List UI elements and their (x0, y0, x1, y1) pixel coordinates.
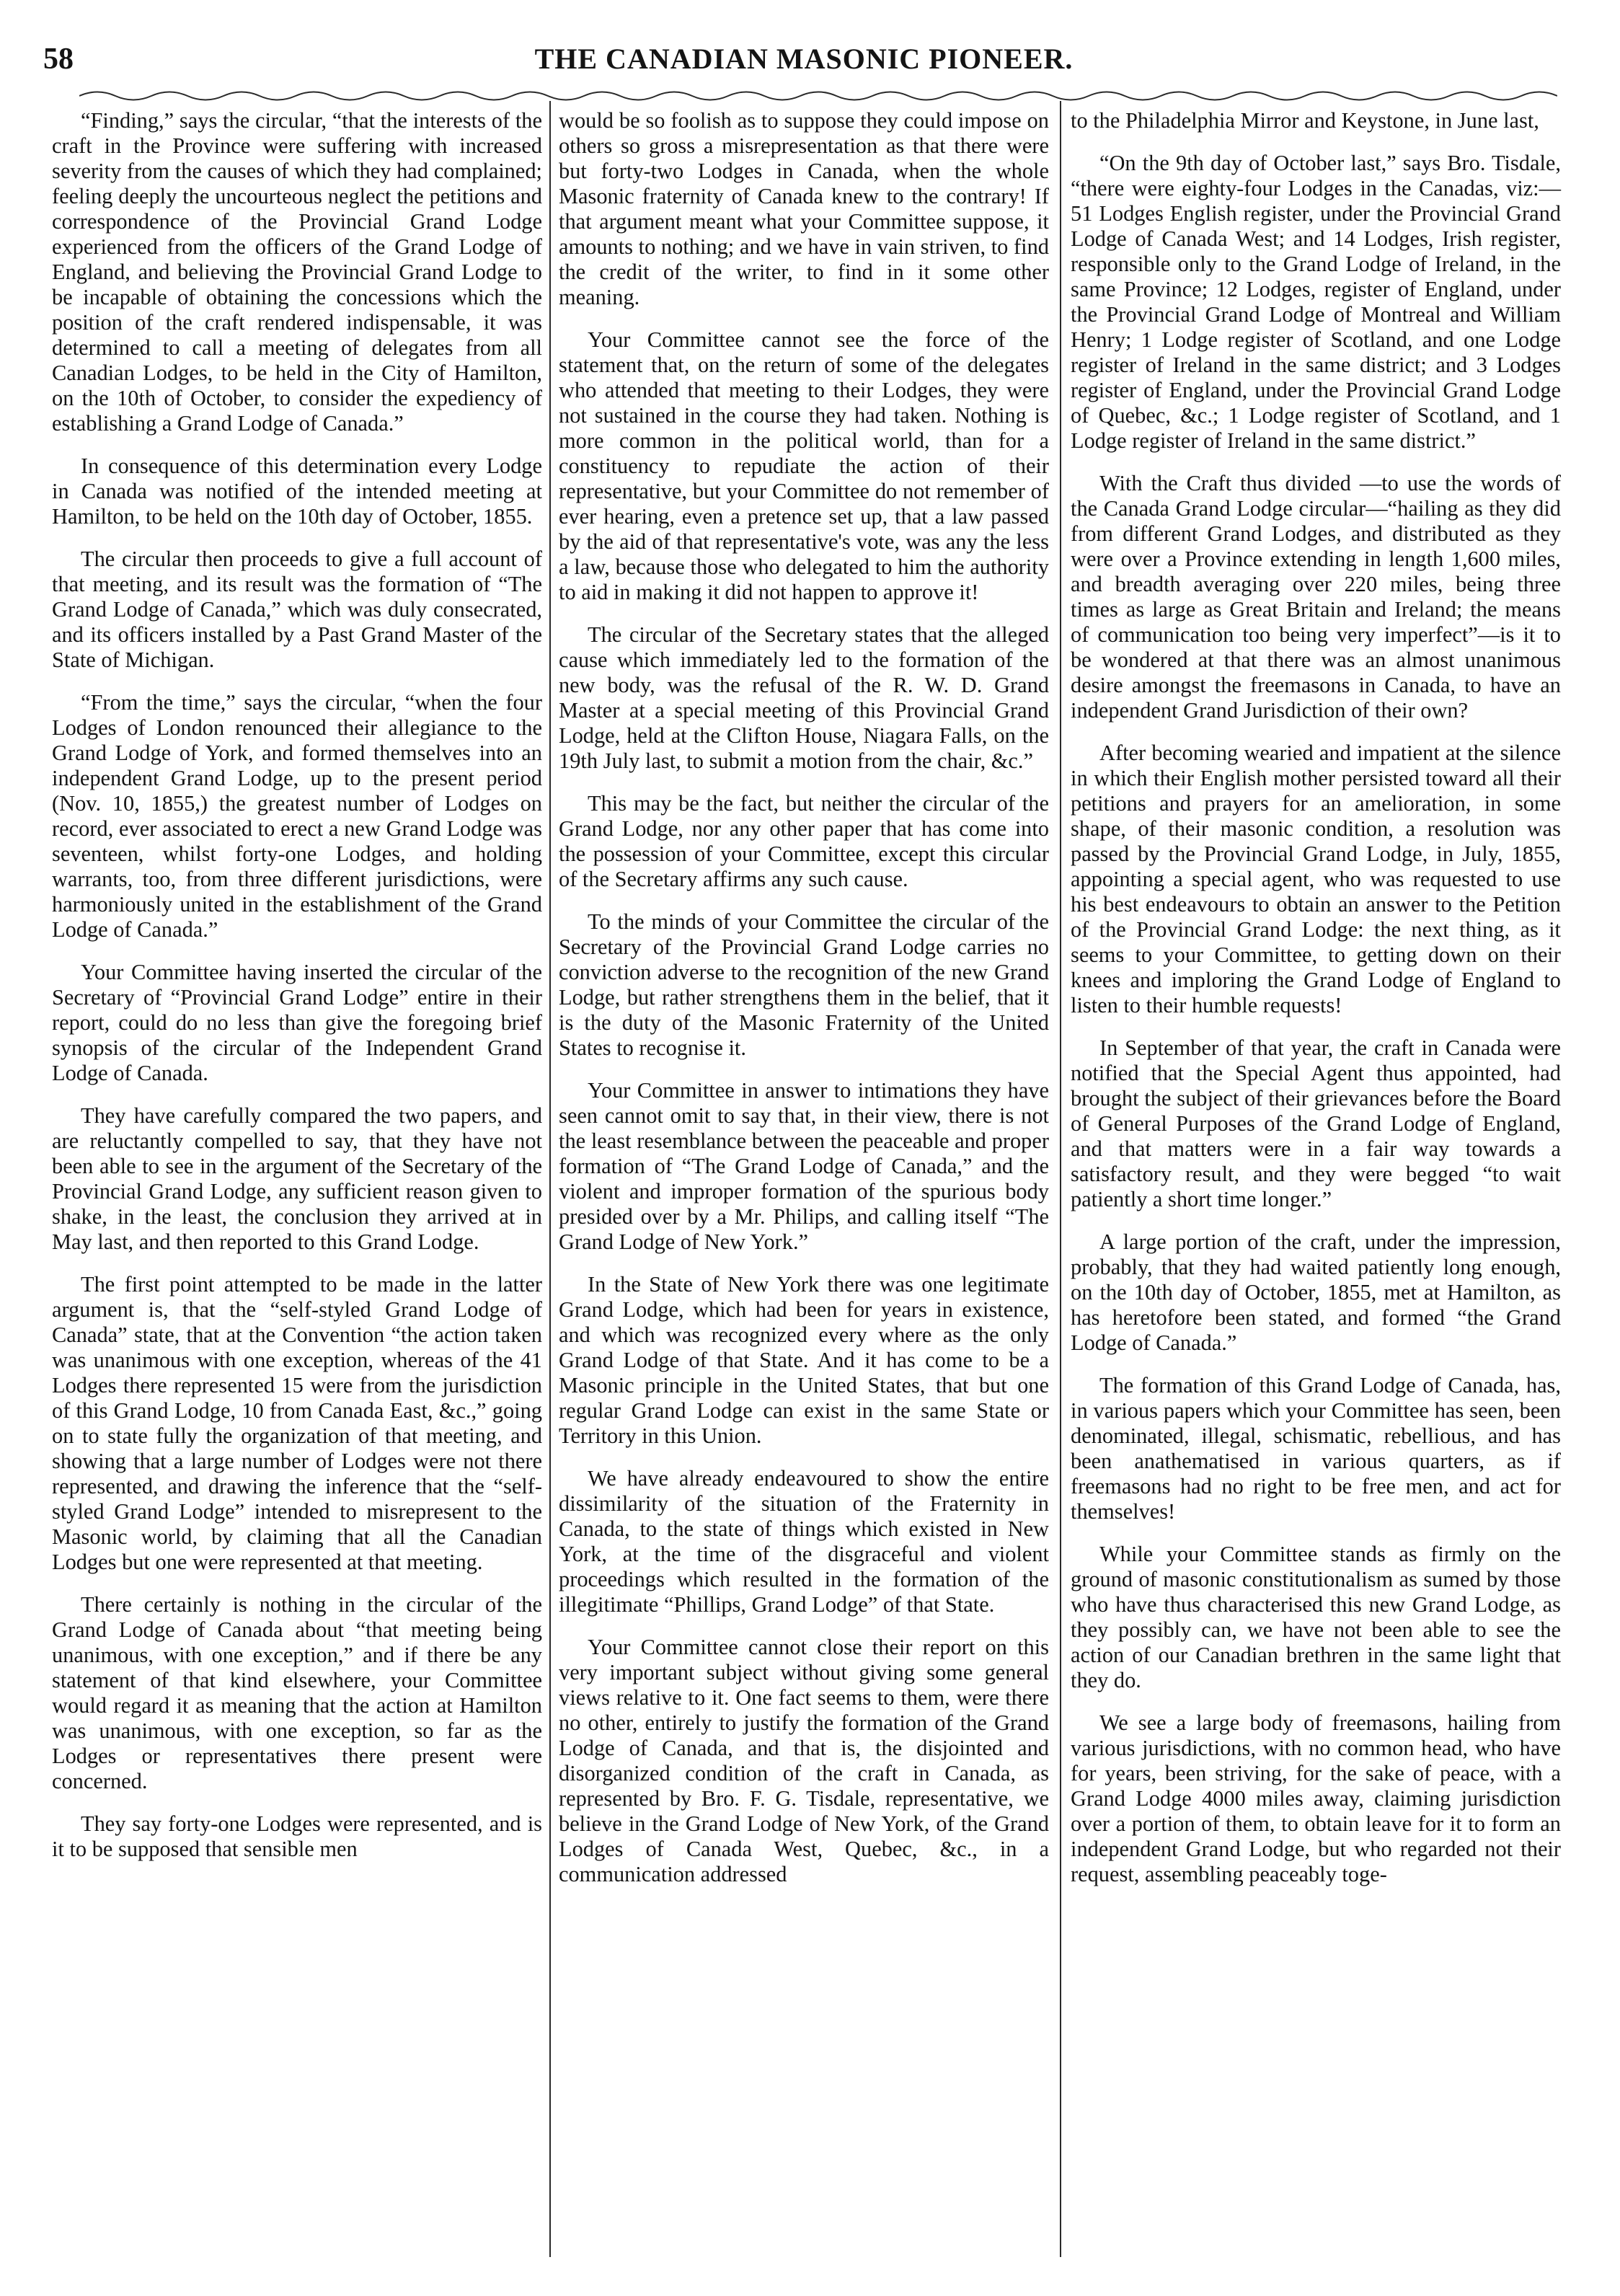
text-column-3 (1071, 108, 1561, 2271)
paragraph: “On the 9th day of October last,” says Bro. Tisdale, “there were eighty-four Lodges in the Canadas, viz:—51 Lodges English register, under the Provincial Grand Lodge of Canada West; and 14 Lodges, Irish register, responsible only to the Grand Lodge of Ireland, in the same Province; 12 Lodges, register of England, under the Provincial Grand Lodge of Montreal and William Henry; 1 Lodge register of Scotland, and one Lodge register of Ireland in the same district; and 3 Lodges register of England, under the Provincial Grand Lodge of Quebec, &c.; 1 Lodge register of Scotland, and 1 Lodge register of Ireland in the same district.” (1071, 151, 1561, 453)
paragraph: “Finding,” says the circular, “that the interests of the craft in the Province were suffering with increased severity from the causes of which they had complained; feeling deeply the uncourteous neglect the petitions and correspondence of the Provincial Grand Lodge experienced from the officers of the Grand Lodge of England, and believing the Provincial Grand Lodge to be incapable of obtaining the concessions which the position of the craft rendered indispensable, it was determined to call a meeting of delegates from all Canadian Lodges, to be held in the City of Hamilton, on the 10th of October, to consider the expediency of establishing a Grand Lodge of Canada.” (52, 108, 542, 436)
text-column-2 (559, 108, 1049, 2271)
text-column-1 (52, 108, 542, 2271)
column-divider (549, 101, 551, 2257)
running-title: THE CANADIAN MASONIC PIONEER. (534, 43, 1074, 75)
paragraph: This may be the fact, but neither the circular of the Grand Lodge, nor any other paper that has come into the possession of your Committee, except this circular of the Secretary affirms any such cause. (559, 791, 1049, 891)
paragraph: We have already endeavoured to show the entire dissimilarity of the situation of the Fraternity in Canada, to the state of things which existed in New York, at the time of the disgraceful and violent proceedings which resulted in the formation of the illegitimate “Phillips, Grand Lodge” of that State. (559, 1466, 1049, 1617)
paragraph: to the Philadelphia Mirror and Keystone, in June last, (1071, 108, 1539, 133)
paragraph: We see a large body of freemasons, hailing from various jurisdictions, with no common head, who have for years, been striving, for the sake of peace, with a Grand Lodge 4000 miles away, claiming jurisdiction over a portion of them, to obtain leave for it to form an independent Grand Lodge, but who regarded not their request, assembling peaceably toge- (1071, 1710, 1561, 1886)
paragraph: The formation of this Grand Lodge of Canada, has, in various papers which your Committee has seen, been denominated, illegal, schismatic, rebellious, and has been anathematised in various quarters, as if freemasons had no right to be free men, and act for themselves! (1071, 1373, 1561, 1524)
column-divider (1060, 101, 1061, 2257)
page-number: 58 (43, 43, 74, 76)
paragraph: Your Committee cannot see the force of the statement that, on the return of some of the delegates who attended that meeting to their Lodges, they were not sustained in the course they had taken. Nothing is more common in the political world, than for a constituency to repudiate the action of their representative, but your Committee do not remember of ever hearing, even a pretence set up, that a law passed by the aid of that representative's vote, was any the less a law, because those who delegated to him the authority to aid in making it did not happen to approve it! (559, 327, 1049, 604)
paragraph: To the minds of your Committee the circular of the Secretary of the Provincial Grand Lodge carries no conviction adverse to the recognition of the new Grand Lodge, but rather strengthens them in the belief, that it is the duty of the Masonic Fraternity of the United States to recognise it. (559, 909, 1049, 1060)
paragraph: They say forty-one Lodges were represented, and is it to be supposed that sensible men (52, 1811, 542, 1861)
paragraph: There certainly is nothing in the circular of the Grand Lodge of Canada about “that meeting being unanimous, with one exception,” and if there be any statement of that kind elsewhere, your Committee would regard it as meaning that the action at Hamilton was unanimous, with one exception, so far as the Lodges or representatives there present were concerned. (52, 1592, 542, 1793)
paragraph: Your Committee having inserted the circular of the Secretary of “Provincial Grand Lodge” entire in their report, could do no less than give the foregoing brief synopsis of the circular of the Independent Grand Lodge of Canada. (52, 960, 542, 1085)
paragraph: They have carefully compared the two papers, and are reluctantly compelled to say, that they have not been able to see in the argument of the Secretary of the Provincial Grand Lodge, any sufficient reason given to shake, in the least, the conclusion they arrived at in May last, and then reported to this Grand Lodge. (52, 1103, 542, 1254)
paragraph: In September of that year, the craft in Canada were notified that the Special Agent thus appointed, had brought the subject of their grievances before the Board of General Purposes of the Grand Lodge of England, and that matters were in a fair way towards a satisfactory result, and they were begged “to wait patiently a short time longer.” (1071, 1036, 1561, 1211)
paragraph: Your Committee cannot close their report on this very important subject without giving some general views relative to it. One fact seems to them, were there no other, entirely to justify the formation of the Grand Lodge of Canada, and that is, the disjointed and disorganized condition of the craft in Canada, as represented by Bro. F. G. Tisdale, representative, we believe in the Grand Lodge of New York, of the Grand Lodges of Canada West, Quebec, &c., in a communication addressed (559, 1635, 1049, 1886)
paragraph: The first point attempted to be made in the latter argument is, that the “self-styled Grand Lodge of Canada” state, that at the Convention “the action taken was unanimous with one exception, whereas of the 41 Lodges there represented 15 were from the jurisdiction of this Grand Lodge, 10 from Canada East, &c.,” going on to state fully the organization of that meeting, and showing that a large number of Lodges were not there represented, and drawing the inference that the “self-styled Grand Lodge” intended to misrepresent to the Masonic world, by claiming that all the Canadian Lodges but one were represented at that meeting. (52, 1272, 542, 1574)
page-header (43, 42, 1564, 85)
header-ornamental-rule (79, 88, 1557, 104)
paragraph: While your Committee stands as firmly on the ground of masonic constitutionalism as sumed by those who have thus characterised this new Grand Lodge, as they possibly can, we have not been able to see the action of our Canadian brethren in the same light that they do. (1071, 1542, 1561, 1692)
paragraph: In the State of New York there was one legitimate Grand Lodge, which had been for years in existence, and which was recognized every where as the only Grand Lodge of that State. And it has come to be a Masonic principle in the United States, that but one regular Grand Lodge can exist in the same State or Territory in this Union. (559, 1272, 1049, 1448)
paragraph: The circular of the Secretary states that the alleged cause which immediately led to the formation of the new body, was the refusal of the R. W. D. Grand Master at a special meeting of this Provincial Grand Lodge, held at the Clifton House, Niagara Falls, on the 19th July last, to submit a motion from the chair, &c.” (559, 622, 1049, 773)
paragraph: would be so foolish as to suppose they could impose on others so gross a misrepresentation as that there were but forty-two Lodges in Canada, when the whole Masonic fraternity of Canada knew to the contrary! If that argument meant what your Committee suppose, it amounts to nothing; and we have in vain striven, to find the credit of the writer, to find in it some other meaning. (559, 108, 1049, 309)
paragraph: In consequence of this determination every Lodge in Canada was notified of the intended meeting at Hamilton, to be held on the 10th day of October, 1855. (52, 454, 542, 529)
paragraph: A large portion of the craft, under the impression, probably, that they had waited patiently long enough, on the 10th day of October, 1855, met at Hamilton, as has heretofore been stated, and formed “the Grand Lodge of Canada.” (1071, 1229, 1561, 1355)
paragraph: The circular then proceeds to give a full account of that meeting, and its result was the formation of “The Grand Lodge of Canada,” which was duly consecrated, and its officers installed by a Past Grand Master of the State of Michigan. (52, 547, 542, 672)
paragraph: With the Craft thus divided —to use the words of the Canada Grand Lodge circular—“hailing as they did from different Grand Lodges, and distributed as they were over a Province extending in length 1,600 miles, and breadth averaging over 220 miles, being three times as large as Great Britain and Ireland; the means of communication too being very imperfect”—is it to be wondered at that there was an almost unanimous desire amongst the freemasons in Canada, to have an independent Grand Jurisdiction of their own? (1071, 471, 1561, 723)
paragraph: “From the time,” says the circular, “when the four Lodges of London renounced their allegiance to the Grand Lodge of York, and formed themselves into an independent Grand Lodge, up to the present period (Nov. 10, 1855,) the greatest number of Lodges on record, ever associated to erect a new Grand Lodge was seventeen, whilst forty-one Lodges, and holding warrants, too, from three different jurisdictions, were harmoniously united in the establishment of the Grand Lodge of Canada.” (52, 690, 542, 942)
paragraph: After becoming wearied and impatient at the silence in which their English mother persisted toward all their petitions and prayers for an amelioration, in some shape, of their masonic condition, a resolution was passed by the Provincial Grand Lodge, in July, 1855, appointing a special agent, who was requested to use his best endeavours to obtain an answer to the Petition of the Provincial Grand Lodge: the next thing, as it seems to your Committee, to getting down on their knees and imploring the Grand Lodge of England to listen to their humble requests! (1071, 741, 1561, 1017)
paragraph: Your Committee in answer to intimations they have seen cannot omit to say that, in their view, there is not the least resemblance between the peaceable and proper formation of “The Grand Lodge of Canada,” and the violent and improper formation of the spurious body presided over by a Mr. Philips, and calling itself “The Grand Lodge of New York.” (559, 1078, 1049, 1254)
